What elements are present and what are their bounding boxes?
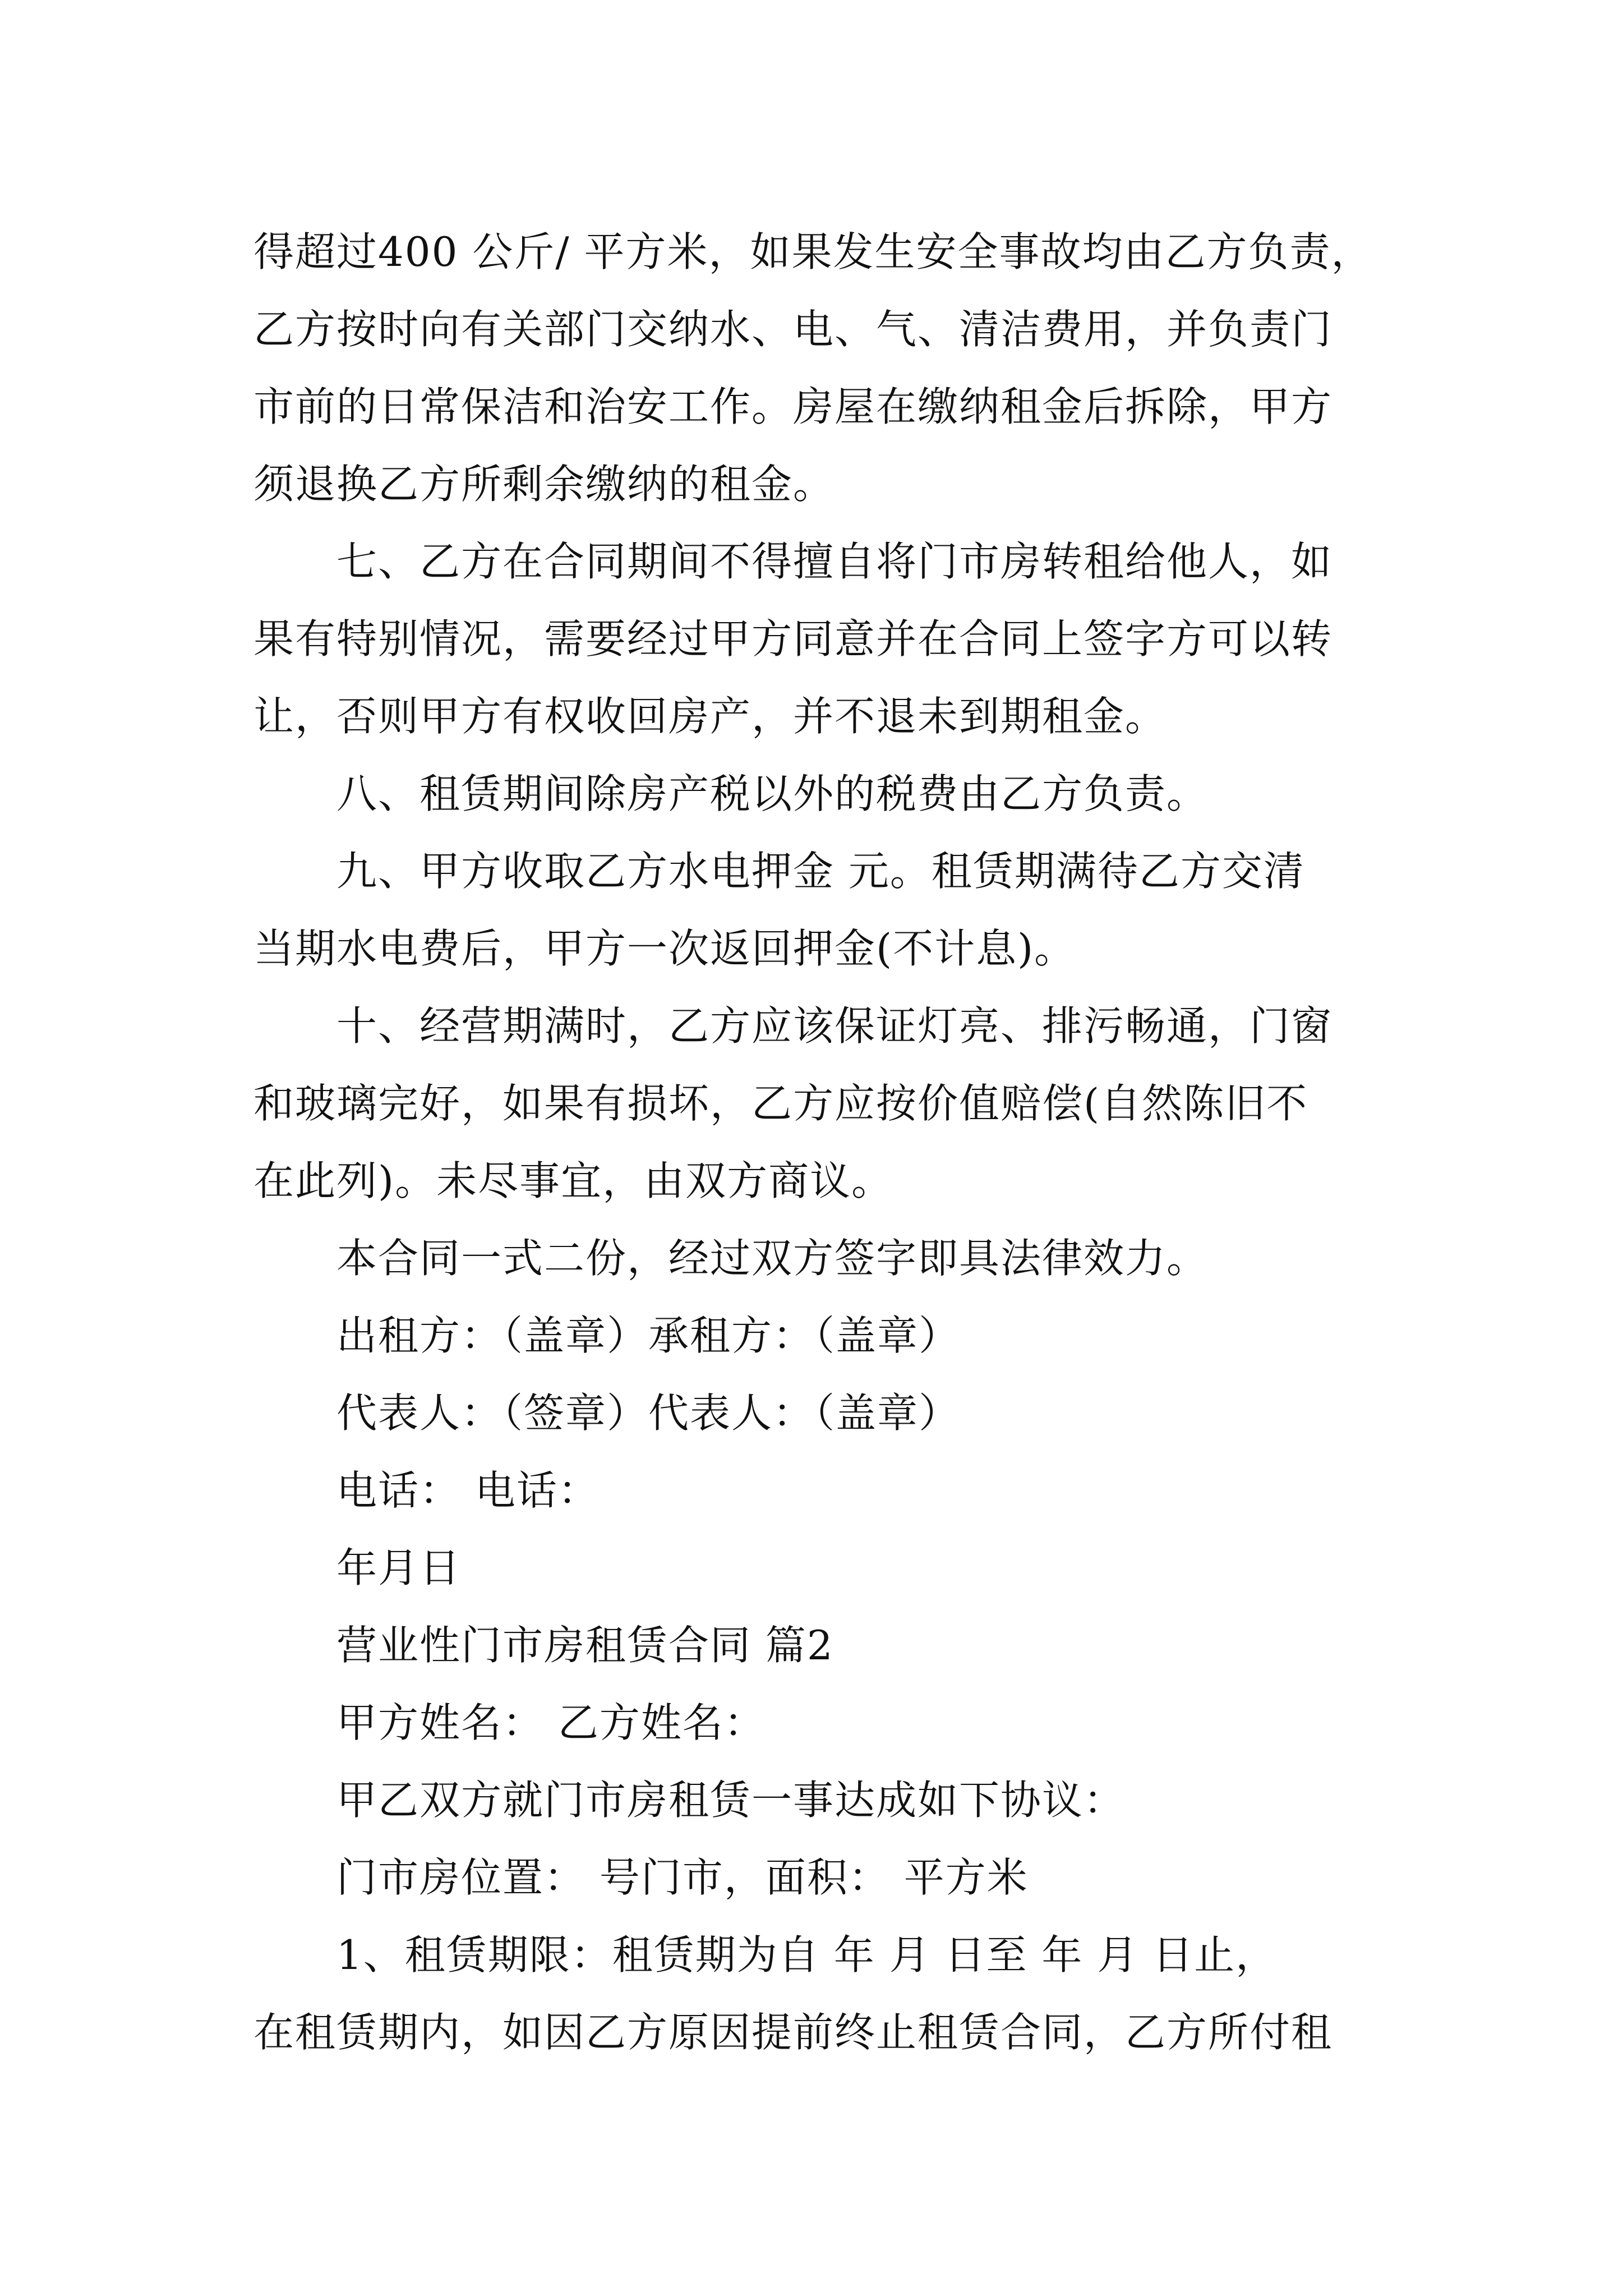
lease-term-first-line: 1、租赁期限：租赁期为自 年 月 日至 年 月 日止，	[336, 1931, 1278, 1978]
text-line: 须退换乙方所剩余缴纳的租金。	[253, 461, 835, 508]
clause-9-first-line: 九、甲方收取乙方水电押金 元。租赁期满待乙方交清	[336, 848, 1305, 895]
text-line: 让，否则甲方有权收回房产，并不退未到期租金。	[253, 693, 1167, 740]
document-body	[253, 213, 1426, 2071]
text-line: 和玻璃完好，如果有损坏，乙方应按价值赔偿(自然陈旧不	[253, 1080, 1308, 1127]
text-line: 当期水电费后，甲方一次返回押金(不计息)。	[253, 925, 1076, 972]
text-line: 在租赁期内，如因乙方原因提前终止租赁合同，乙方所付租	[253, 2009, 1333, 2056]
text-line: 果有特别情况，需要经过甲方同意并在合同上签字方可以转	[253, 615, 1333, 662]
signature-date: 年月日	[336, 1544, 462, 1591]
contract-copies-note: 本合同一式二份，经过双方签字即具法律效力。	[336, 1235, 1209, 1282]
agreement-intro: 甲乙双方就门市房租赁一事达成如下协议：	[336, 1777, 1126, 1824]
clause-8: 八、租赁期间除房产税以外的税费由乙方负责。	[336, 770, 1209, 817]
clause-7-first-line: 七、乙方在合同期间不得擅自将门市房转租给他人，如	[336, 538, 1333, 585]
text-line: 市前的日常保洁和治安工作。房屋在缴纳租金后拆除，甲方	[253, 383, 1333, 430]
shop-location: 门市房位置： 号门市，面积： 平方米	[336, 1854, 1029, 1901]
signature-phones: 电话： 电话：	[336, 1467, 600, 1514]
signature-representatives: 代表人：（签章）代表人：（盖章）	[336, 1389, 961, 1437]
clause-10-first-line: 十、经营期满时，乙方应该保证灯亮、排污畅通，门窗	[336, 1002, 1333, 1050]
party-names: 甲方姓名： 乙方姓名：	[336, 1699, 766, 1746]
text-line: 乙方按时向有关部门交纳水、电、气、清洁费用，并负责门	[253, 306, 1333, 353]
text-line: 得超过400 公斤/ 平方米，如果发生安全事故均由乙方负责，	[253, 228, 1373, 275]
text-line: 在此列)。未尽事宜，由双方商议。	[253, 1157, 893, 1204]
section-heading: 营业性门市房租赁合同 篇2	[336, 1622, 834, 1669]
signature-lessor-lessee: 出租方：（盖章）承租方：（盖章）	[336, 1312, 961, 1359]
